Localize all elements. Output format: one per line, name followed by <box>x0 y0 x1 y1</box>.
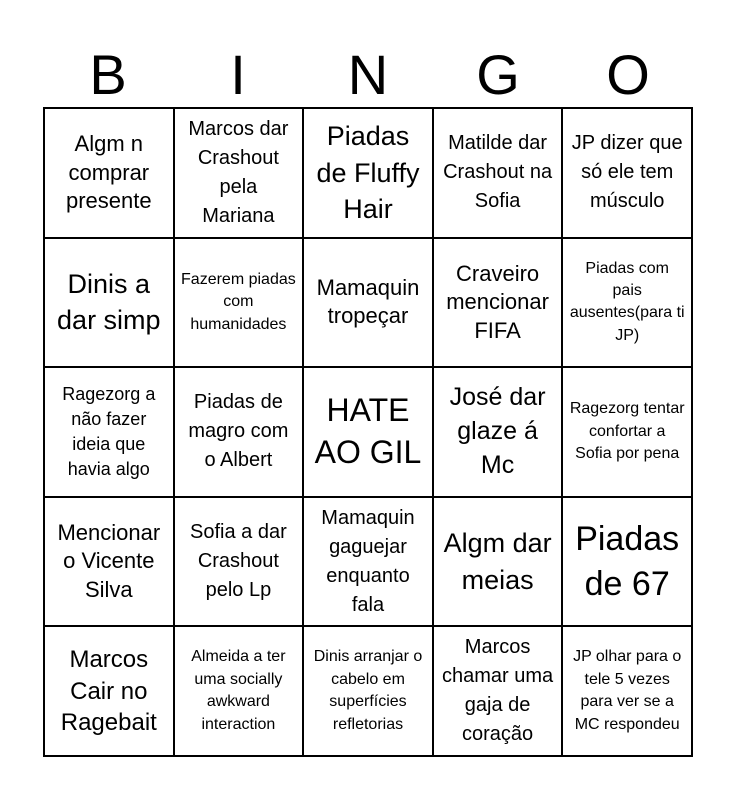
bingo-cell[interactable]: Piadas com pais ausentes(para ti JP) <box>562 238 692 368</box>
bingo-cell[interactable]: JP olhar para o tele 5 vezes para ver se a MC respondeu <box>562 626 692 756</box>
bingo-header <box>43 42 693 108</box>
header-letter-n: N <box>347 43 389 106</box>
bingo-cell[interactable]: Mamaquin tropeçar <box>303 238 433 368</box>
bingo-cell[interactable]: Almeida a ter uma socially awkward interaction <box>174 626 304 756</box>
bingo-cell-free[interactable]: HATE AO GIL <box>303 367 433 497</box>
bingo-cell[interactable]: Marcos Cair no Ragebait <box>44 626 174 756</box>
bingo-cell[interactable]: Algm n comprar presente <box>44 108 174 238</box>
bingo-cell[interactable]: Craveiro mencionar FIFA <box>433 238 563 368</box>
bingo-cell[interactable]: Ragezorg tentar confortar a Sofia por pena <box>562 367 692 497</box>
bingo-cell[interactable]: Mencionar o Vicente Silva <box>44 497 174 627</box>
bingo-cell[interactable]: JP dizer que só ele tem músculo <box>562 108 692 238</box>
bingo-cell[interactable]: Dinis a dar simp <box>44 238 174 368</box>
header-letter-i: I <box>230 43 246 106</box>
bingo-cell[interactable]: Ragezorg a não fazer ideia que havia algo <box>44 367 174 497</box>
bingo-cell[interactable]: Matilde dar Crashout na Sofia <box>433 108 563 238</box>
header-letter-o: O <box>606 43 650 106</box>
bingo-cell[interactable]: Sofia a dar Crashout pelo Lp <box>174 497 304 627</box>
bingo-cell[interactable]: Piadas de Fluffy Hair <box>303 108 433 238</box>
bingo-cell[interactable]: Mamaquin gaguejar enquanto fala <box>303 497 433 627</box>
bingo-cell[interactable]: Piadas de 67 <box>562 497 692 627</box>
bingo-grid <box>43 107 693 757</box>
bingo-cell[interactable]: Marcos chamar uma gaja de coração <box>433 626 563 756</box>
bingo-cell[interactable]: José dar glaze á Mc <box>433 367 563 497</box>
bingo-cell[interactable]: Dinis arranjar o cabelo em superfícies refletorias <box>303 626 433 756</box>
bingo-cell[interactable]: Fazerem piadas com humanidades <box>174 238 304 368</box>
header-letter-g: G <box>476 43 520 106</box>
bingo-cell[interactable]: Algm dar meias <box>433 497 563 627</box>
header-letter-b: B <box>89 43 127 106</box>
bingo-cell[interactable]: Marcos dar Crashout pela Mariana <box>174 108 304 238</box>
bingo-cell[interactable]: Piadas de magro com o Albert <box>174 367 304 497</box>
